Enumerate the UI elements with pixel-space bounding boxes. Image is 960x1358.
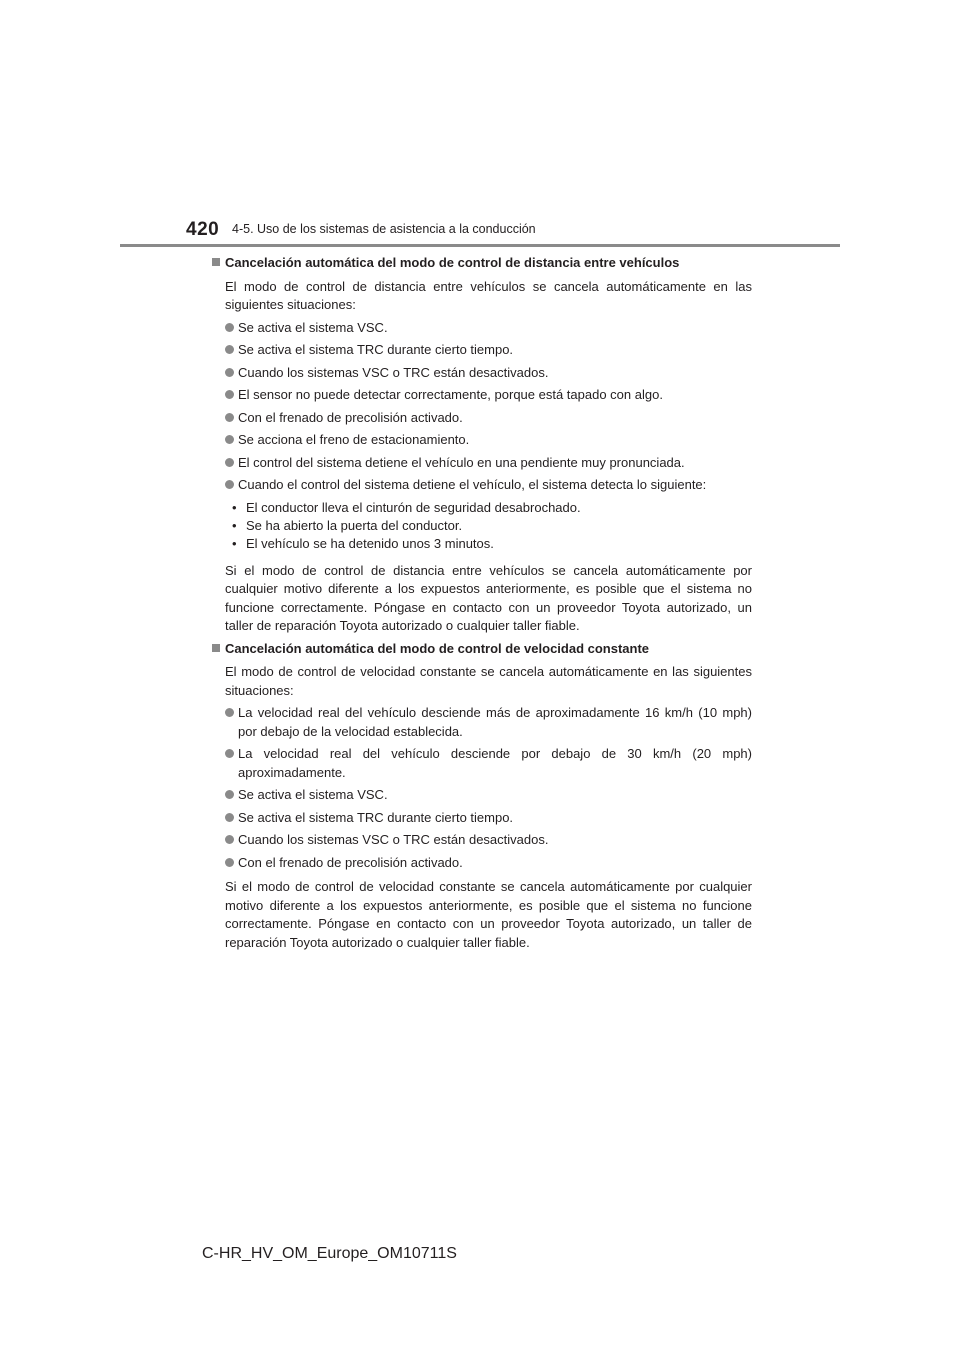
section-intro: El modo de control de distancia entre vehículos se cancela automáticamente en las siguientes situaciones:: [225, 278, 752, 312]
sub-list-item-text: Se ha abierto la puerta del conductor.: [246, 517, 463, 533]
list-item: [225, 386, 752, 405]
list-item: [225, 409, 752, 428]
circle-bullet-icon: [225, 458, 234, 467]
chapter-title: 4-5. Uso de los sistemas de asistencia a la conducción: [232, 222, 536, 236]
list-item: [225, 454, 752, 473]
list-item-text: La velocidad real del vehículo desciende más de aproximadamente 16 km/h (10 mph) por debajo de la velocidad establecida.: [238, 705, 752, 739]
circle-bullet-icon: [225, 345, 234, 354]
section-closing-note: Si el modo de control de velocidad constante se cancela automáticamente por cualquier motivo diferente a los expuestos anteriormente, es posible que el sistema no funcione correctamente. Póngase en contacto con un proveedor Toyota autorizado, un taller de reparación Toyota autorizado o cualquier taller fiable.: [225, 879, 752, 950]
list-item: [225, 704, 752, 741]
circle-bullet-icon: [225, 708, 234, 717]
list-item: [225, 809, 752, 828]
list-item-text: Se activa el sistema TRC durante cierto tiempo.: [238, 342, 514, 357]
dot-bullet-icon: •: [232, 499, 237, 515]
list-item-text: Cuando los sistemas VSC o TRC están desactivados.: [238, 364, 549, 380]
list-item-text: Con el frenado de precolisión activado.: [238, 409, 463, 425]
list-item-text: Con el frenado de precolisión activado.: [238, 854, 463, 870]
section-intro: El modo de control de velocidad constante se cancela automáticamente en las siguientes situaciones:: [225, 664, 752, 698]
sub-list-item-text: El conductor lleva el cinturón de seguridad desabrochado.: [246, 499, 581, 515]
list-item: [225, 431, 752, 450]
list-item: [225, 745, 752, 782]
document-code-footer: C-HR_HV_OM_Europe_OM10711S: [202, 1245, 457, 1262]
sub-list-item-text: El vehículo se ha detenido unos 3 minutos.: [246, 535, 494, 551]
circle-bullet-icon: [225, 368, 234, 377]
sub-list-item: [232, 517, 752, 535]
heading-text: Cancelación automática del modo de control de velocidad constante: [225, 640, 650, 656]
list-item-text: La velocidad real del vehículo desciende por debajo de 30 km/h (20 mph) aproximadamente.: [238, 746, 752, 780]
list-item-text: Cuando los sistemas VSC o TRC están desactivados.: [238, 832, 549, 847]
page-content: [212, 254, 752, 952]
circle-bullet-icon: [225, 413, 234, 422]
list-item: [225, 786, 752, 805]
list-item-text: Se activa el sistema VSC.: [238, 319, 388, 335]
section-heading-constant-speed: [212, 640, 752, 659]
circle-bullet-icon: [225, 749, 234, 758]
circle-bullet-icon: [225, 790, 234, 799]
heading-text: Cancelación automática del modo de control de distancia entre vehículos: [225, 255, 680, 270]
list-item-text: El control del sistema detiene el vehículo en una pendiente muy pronunciada.: [238, 454, 685, 470]
section-heading-distance-control: [212, 254, 752, 273]
square-bullet-icon: [212, 644, 220, 652]
section-closing-note: Si el modo de control de distancia entre vehículos se cancela automáticamente por cualquier motivo diferente a los expuestos anteriormente, es posible que el sistema no funcione correctamente. Póngase en contacto con un proveedor Toyota autorizado, un taller de reparación Toyota autorizado o cualquier taller fiable.: [225, 562, 752, 633]
circle-bullet-icon: [225, 323, 234, 332]
sub-list-item: [232, 535, 752, 553]
circle-bullet-icon: [225, 480, 234, 489]
page-number: 420: [186, 219, 220, 240]
list-item: [225, 364, 752, 383]
list-item: [225, 854, 752, 873]
header-divider: [120, 244, 840, 247]
dot-bullet-icon: •: [232, 517, 237, 533]
list-item: [225, 319, 752, 338]
list-item-text: El sensor no puede detectar correctamente, porque está tapado con algo.: [238, 387, 663, 402]
list-item: [225, 341, 752, 360]
circle-bullet-icon: [225, 813, 234, 822]
list-item-text: Se activa el sistema TRC durante cierto tiempo.: [238, 809, 514, 825]
list-item: [225, 831, 752, 850]
sub-list: [232, 499, 752, 553]
list-item: [225, 476, 752, 495]
circle-bullet-icon: [225, 435, 234, 444]
circle-bullet-icon: [225, 835, 234, 844]
circle-bullet-icon: [225, 858, 234, 867]
sub-list-item: [232, 499, 752, 517]
dot-bullet-icon: •: [232, 535, 237, 551]
circle-bullet-icon: [225, 390, 234, 399]
list-item-text: Se acciona el freno de estacionamiento.: [238, 432, 470, 447]
square-bullet-icon: [212, 258, 220, 266]
list-item-text: Cuando el control del sistema detiene el vehículo, el sistema detecta lo siguiente:: [238, 477, 707, 492]
list-item-text: Se activa el sistema VSC.: [238, 787, 388, 802]
